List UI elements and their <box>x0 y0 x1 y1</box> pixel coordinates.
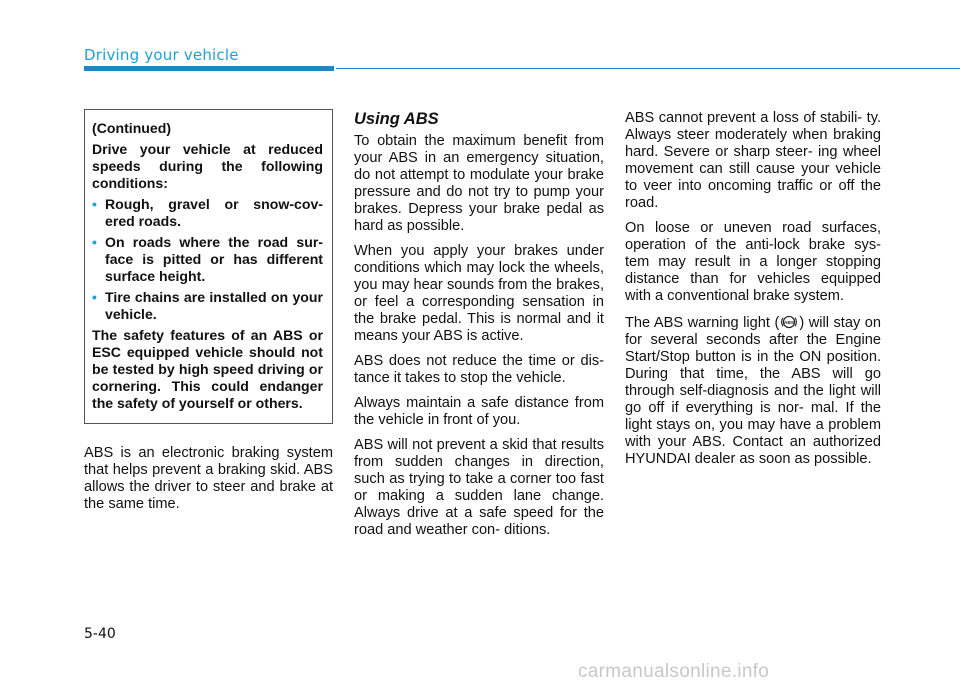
warning-continued: (Continued) <box>92 120 172 136</box>
page-number: 5-40 <box>84 626 116 642</box>
warning-bullet <box>92 234 323 285</box>
section-title: Driving your vehicle <box>84 46 239 64</box>
right-column <box>625 110 881 476</box>
header-rule <box>336 68 960 69</box>
body-paragraph: Always maintain a safe distance from the vehicle in front of you. <box>354 395 604 428</box>
body-paragraph: ABS will not prevent a skid that results from sudden changes in direction, such as trying to take a corner too fast or making a sudden lane change. Always drive at a safe speed for the road and weather con- ditions. <box>354 437 604 538</box>
warning-bullet <box>92 196 323 230</box>
warning-intro: Drive your vehicle at reduced speeds during the following conditions: <box>92 141 323 191</box>
warning-light-text-before: The ABS warning light ( <box>625 315 780 331</box>
bullet-dot-icon: • <box>92 196 97 212</box>
abs-warning-light-icon <box>780 313 798 331</box>
warning-light-paragraph <box>625 313 881 468</box>
body-paragraph: ABS cannot prevent a loss of stabili- ty. Always steer moderately when braking hard. Severe or sharp steer- ing wheel movement can still cause your vehicle to veer into oncoming traffic or off the road. <box>625 110 881 211</box>
body-paragraph: ABS does not reduce the time or dis- tance it takes to stop the vehicle. <box>354 353 604 386</box>
svg-text:ABS: ABS <box>784 320 795 326</box>
using-abs-heading: Using ABS <box>354 110 439 128</box>
warning-bullet-text: Rough, gravel or snow-cov- ered roads. <box>105 196 323 229</box>
warning-bullet-text: Tire chains are installed on your vehicle. <box>105 289 323 322</box>
warning-box <box>84 109 333 424</box>
left-column <box>84 445 333 521</box>
warning-closing: The safety features of an ABS or ESC equipped vehicle should not be tested by high speed driving or cornering. This could endanger the safety of yourself or others. <box>92 327 323 411</box>
body-paragraph: When you apply your brakes under conditions which may lock the wheels, you may hear sounds from the brakes, or feel a corresponding sensation in the brake pedal. This is normal and it means your ABS is active. <box>354 243 604 344</box>
warning-bullet <box>92 289 323 323</box>
watermark: carmanualsonline.info <box>578 661 770 682</box>
warning-light-text-after: ) will stay on for several seconds after the Engine Start/Stop button is in the ON position. During that time, the ABS will go through self-diagnosis and the light will go off if everything is nor- mal. If the light stays on, you may have a problem with your ABS. Contact an authorized HYUNDAI dealer as soon as possible. <box>625 315 881 467</box>
abs-intro-paragraph: ABS is an electronic braking system that helps prevent a braking skid. ABS allows the driver to steer and brake at the same time. <box>84 445 333 512</box>
body-paragraph: On loose or uneven road surfaces, operation of the anti-lock brake sys- tem may result in a longer stopping distance than for vehicles equipped with a conventional brake system. <box>625 220 881 304</box>
header-bar <box>84 66 334 71</box>
warning-bullet-text: On roads where the road sur- face is pitted or has different surface height. <box>105 234 323 284</box>
body-paragraph: To obtain the maximum benefit from your ABS in an emergency situation, do not attempt to modulate your brake pressure and do not try to pump your brakes. Depress your brake pedal as hard as possible. <box>354 133 604 234</box>
bullet-dot-icon: • <box>92 289 97 305</box>
middle-column <box>354 110 604 547</box>
bullet-dot-icon: • <box>92 234 97 250</box>
